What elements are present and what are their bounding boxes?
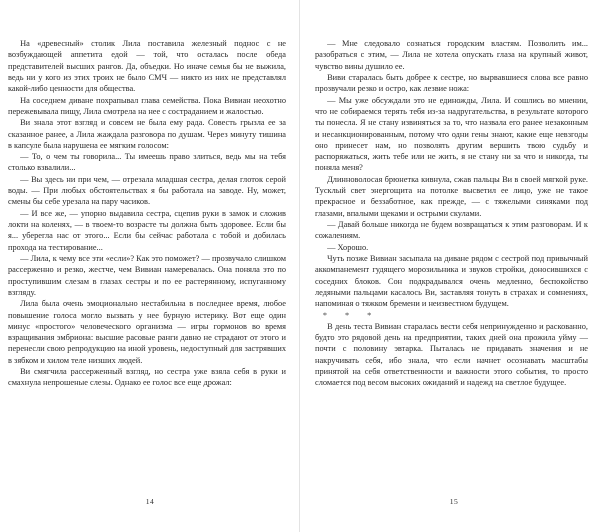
paragraph: Лила была очень эмоционально нестабильна в последнее время, любое повышение голоса могло вызвать у нее бурную истерику. Вот еще один минус «простого» человеческого организма — игры гормонов во время взращивания эмбриона: высшие расовые ранги давно не страдают от этого и перенесли свою репродукцию на иной уровень, недоступный для застрявших в зябком и хилом теле низших людей. xyxy=(8,299,286,365)
paragraph: — Давай больше никогда не будем возвращаться к этим разговорам. И к сожалениям. xyxy=(315,220,588,241)
paragraph: На соседнем диване похрапывал глава семейства. Пока Вивиан неохотно пережевывала пищу, Лила смотрела на нее с состраданием и жалостью. xyxy=(8,95,286,116)
right-page-textblock xyxy=(315,38,588,389)
page-right xyxy=(300,0,600,532)
paragraph: В день теста Вивиан старалась вести себя непринужденно и раскованно, будто это рядовой день на предприятии, таких дней она прожила уйму — почти с половину эвтарка. Пыталась не придавать значения и не накручивать себя, ибо знала, что если начнет осознавать масштабы принятой на себя ответственности и важности этого события, то просто сломается под весом высоких ожиданий и надежд на светлое будущее. xyxy=(315,321,588,388)
paragraph: — То, о чем ты говорила... Ты имеешь право злиться, ведь мы на тебя столько взвалили... xyxy=(8,152,286,173)
paragraph: На «древесный» столик Лила поставила железный поднос с не возбуждающей аппетита едой — той, что осталась после обеда представителей высших рангов. Да, объедки. Но иначе семья бы не выжила, ведь ни у кого из этих троих не было СМЧ — никто из них не представлял какой-либо ценности для общества. xyxy=(8,39,286,94)
page-number-right: 15 xyxy=(449,497,459,506)
paragraph: — Мы уже обсуждали это не единожды, Лила. И сошлись во мнении, что не собираемся терять тебя из-за надругательства, в результате которого ты понесла. Я не стану извиняться за то, что назвала его ранее незаконным и несанкционированным, потому что одни гены знают, какие еще невзгоды оно принесет нам, но позволять другим вершить твою судьбу и распоряжаться, жить тебе или не жить, я не стану ни за что и никогда, ты поняла меня? xyxy=(315,95,588,173)
paragraph: Виви старалась быть добрее к сестре, но вырвавшиеся слова все равно прозвучали резко и остро, как лезвие ножа: xyxy=(315,72,588,94)
page-number-left: 14 xyxy=(145,497,155,506)
paragraph: Ви знала этот взгляд и совсем не была ему рада. Совесть грызла ее за сказанное ранее, а Лила жаждала разговора по душам. Через минуту тишина в капсуле была нарушена ее мягким голосом: xyxy=(8,118,286,150)
paragraph: Ви смягчила рассерженный взгляд, но сестра уже взяла себя в руки и смахнула непрошеные слезы. Однако ее голос все еще дрожал: xyxy=(8,367,286,388)
paragraph: Длинноволосая брюнетка кивнула, сжав пальцы Ви в своей мягкой руке. Тусклый свет энергощита на потолке высветил ее лицо, уже не такое прекрасное и беззаботное, как прежде, — с тяжелыми синяками под глазами, впалыми щеками и острыми скулами. xyxy=(315,174,588,218)
paragraph: — И все же, — упорно выдавила сестра, сцепив руки в замок и сложив локти на коленях, — в твоем-то возрасте ты должна быть здоровее. Если бы я... уберегла нас от этого... Если бы сейчас работала с тобой и добилась прохода на тестирование... xyxy=(8,208,286,252)
paragraph: Чуть позже Вивиан засыпала на диване рядом с сестрой под привычный аккомпанемент гудящего морозильника и звуков стройки, доносившихся с соседних блоков. Сон подкрадывался очень медленно, беспокойство ледяными пальцами касалось Ви, заставляя тонуть в страхах и сомнениях, напоминая о тяжком бремени и неизвестном будущем. xyxy=(315,253,588,309)
paragraph: — Лила, к чему все эти «если»? Как это поможет? — прозвучало слишком рассерженно и резко, жестче, чем Вивиан намеревалась. Она поняла это по проступившим слезам в глазах сестры и по ее растерянному, испуганному взгляду. xyxy=(8,253,286,297)
paragraph: — Вы здесь ни при чем, — отрезала младшая сестра, делая глоток серой воды. — При любых обстоятельствах я бы работала на заводе. Ну, может, смены бы себе урезала на пару часиков. xyxy=(8,174,286,207)
paragraph: — Хорошо. xyxy=(327,242,369,252)
left-page-textblock xyxy=(8,38,286,389)
section-break-asterisks: * * * xyxy=(322,310,380,320)
paragraph: — Мне следовало сознаться городским властям. Позволить им... разобраться с этим, — Лила не хотела опускать глаза на крупный живот, чувство вины душило ее. xyxy=(315,39,588,71)
